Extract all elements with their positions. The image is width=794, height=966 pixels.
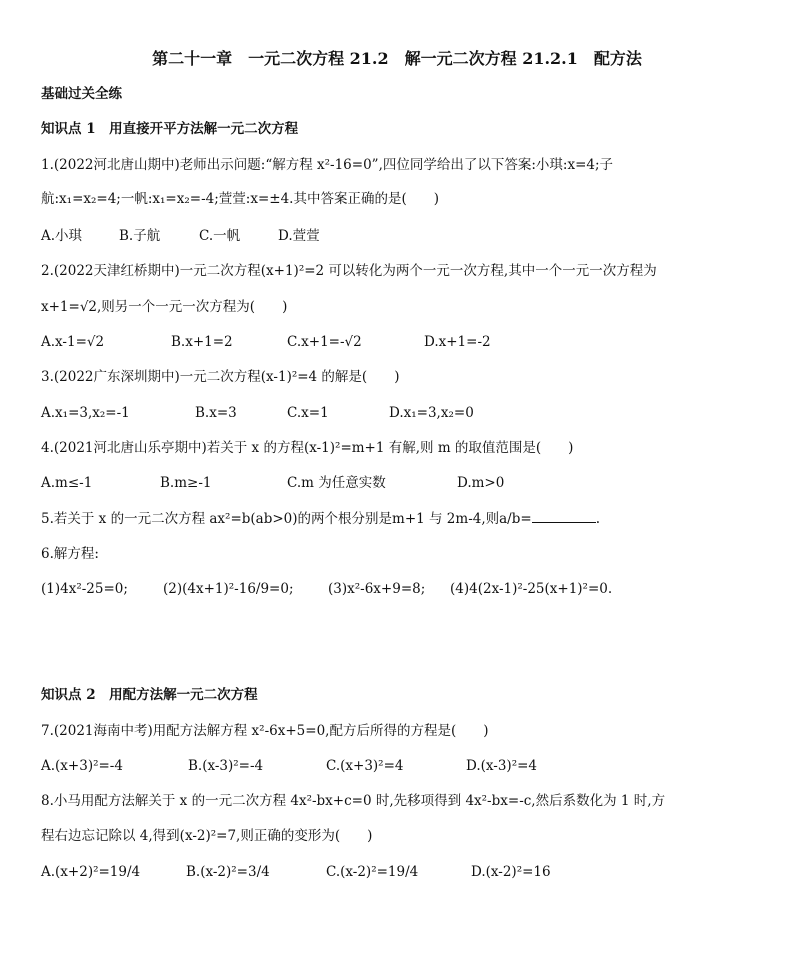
knowledge-point-1-heading: 知识点 1 用直接开平方法解一元二次方程 xyxy=(41,121,299,137)
question-4-option-b: B.m≥-1 xyxy=(160,475,212,491)
question-2-line-2: x+1=√2,则另一个一元一次方程为( ) xyxy=(41,299,288,315)
knowledge-point-2-heading: 知识点 2 用配方法解一元二次方程 xyxy=(41,687,258,703)
question-8-option-d: D.(x-2)²=16 xyxy=(471,864,551,880)
question-7-option-d: D.(x-3)²=4 xyxy=(466,758,538,774)
question-3-option-d: D.x₁=3,x₂=0 xyxy=(389,405,474,421)
question-6-part-1: (1)4x²-25=0; xyxy=(41,581,128,597)
question-8-line-1: 8.小马用配方法解关于 x 的一元二次方程 4x²-bx+c=0 时,先移项得到 4x²-bx=-c,然后系数化为 1 时,方 xyxy=(41,793,666,809)
question-7-option-c: C.(x+3)²=4 xyxy=(326,758,404,774)
question-2-line-1: 2.(2022天津红桥期中)一元二次方程(x+1)²=2 可以转化为两个一元一次方程,其中一个一元一次方程为 xyxy=(41,263,657,279)
question-3-option-a: A.x₁=3,x₂=-1 xyxy=(41,405,130,421)
question-1-line-1: 1.(2022河北唐山期中)老师出示问题:“解方程 x²-16=0”,四位同学给出了以下答案:小琪:x=4;子 xyxy=(41,157,614,173)
question-6-part-2: (2)(4x+1)²-16/9=0; xyxy=(163,581,294,597)
question-8-line-2: 程右边忘记除以 4,得到(x-2)²=7,则正确的变形为( ) xyxy=(41,828,373,844)
question-7-option-a: A.(x+3)²=-4 xyxy=(41,758,123,774)
question-8-option-a: A.(x+2)²=19/4 xyxy=(41,864,141,880)
question-7-option-b: B.(x-3)²=-4 xyxy=(188,758,264,774)
question-3-line-1: 3.(2022广东深圳期中)一元二次方程(x-1)²=4 的解是( ) xyxy=(41,369,400,385)
question-8-option-b: B.(x-2)²=3/4 xyxy=(186,864,270,880)
question-5-text: 5.若关于 x 的一元二次方程 ax²=b(ab>0)的两个根分别是m+1 与 2m-4,则a/b= xyxy=(41,511,532,527)
question-6-line-1: 6.解方程: xyxy=(41,546,99,562)
question-2-option-c: C.x+1=-√2 xyxy=(287,334,362,350)
question-3-option-c: C.x=1 xyxy=(287,405,329,421)
question-6-part-3: (3)x²-6x+9=8; xyxy=(328,581,426,597)
question-1-option-c: C.一帆 xyxy=(199,228,241,244)
question-1-option-b: B.子航 xyxy=(119,228,161,244)
question-3-option-b: B.x=3 xyxy=(195,405,237,421)
question-4-option-d: D.m>0 xyxy=(457,475,505,491)
page-title: 第二十一章 一元二次方程 21.2 解一元二次方程 21.2.1 配方法 xyxy=(152,49,642,68)
question-2-option-a: A.x-1=√2 xyxy=(41,334,105,350)
question-4-option-a: A.m≤-1 xyxy=(41,475,93,491)
question-1-option-d: D.萱萱 xyxy=(278,228,320,244)
answer-blank xyxy=(532,509,596,523)
question-1-line-2: 航:x₁=x₂=4;一帆:x₁=x₂=-4;萱萱:x=±4.其中答案正确的是( ) xyxy=(41,191,439,207)
question-5-end: . xyxy=(595,511,600,527)
question-8-option-c: C.(x-2)²=19/4 xyxy=(326,864,419,880)
question-7-line-1: 7.(2021海南中考)用配方法解方程 x²-6x+5=0,配方后所得的方程是( ) xyxy=(41,723,489,739)
question-6-part-4: (4)4(2x-1)²-25(x+1)²=0. xyxy=(450,581,613,597)
question-4-line-1: 4.(2021河北唐山乐亭期中)若关于 x 的方程(x-1)²=m+1 有解,则 m 的取值范围是( ) xyxy=(41,440,574,456)
question-1-option-a: A.小琪 xyxy=(41,228,83,244)
question-5-line xyxy=(41,509,600,528)
section-heading: 基础过关全练 xyxy=(41,86,122,102)
question-2-option-b: B.x+1=2 xyxy=(171,334,233,350)
question-2-option-d: D.x+1=-2 xyxy=(424,334,491,350)
question-4-option-c: C.m 为任意实数 xyxy=(287,475,386,491)
